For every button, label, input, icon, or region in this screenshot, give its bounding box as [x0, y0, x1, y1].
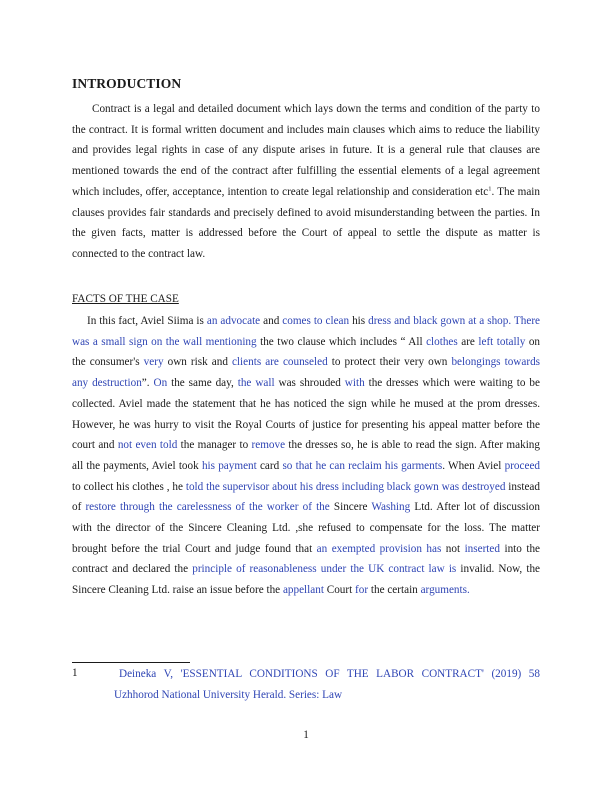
highlighted-text-segment: belongings towards any destruction — [72, 356, 541, 390]
highlighted-text-segment: dress and black gown at a shop. There was a small sign on the wall mentioning — [72, 315, 541, 348]
text-segment: are — [457, 335, 479, 348]
highlighted-text-segment: arguments. — [420, 584, 470, 597]
text-segment: was shrouded — [274, 377, 345, 390]
text-segment: his — [349, 315, 369, 327]
intro-text-continued: . The main clauses provides fair standards and precisely defined to avoid misunderstanding between the parties. In the given facts, matter is addressed before the Court of appeal to settle the dispute as matter is connected to the contract law. — [72, 185, 540, 260]
text-segment: to collect his clothes , he — [72, 480, 186, 493]
highlighted-text-segment: proceed — [504, 459, 540, 472]
text-segment: the certain — [368, 584, 421, 597]
highlighted-text-segment: with — [344, 377, 365, 390]
highlighted-text-segment: Washing — [371, 501, 411, 514]
section-heading-facts: FACTS OF THE CASE — [72, 293, 179, 305]
footnote-divider — [72, 662, 190, 663]
text-segment: own risk and — [163, 356, 232, 369]
highlighted-text-segment: comes to clean — [282, 315, 350, 327]
highlighted-text-segment: inserted — [464, 542, 500, 555]
highlighted-text-segment: an exempted provision has — [316, 542, 442, 555]
text-segment: card — [256, 459, 283, 472]
highlighted-text-segment: for — [355, 584, 369, 597]
footnote-reference[interactable]: 1 — [488, 185, 492, 193]
text-segment: Ltd. After lot of discussion with the director of the Sincere Cleaning Ltd. ,she refused to compensate for the loss. The matter brought before the trial Court and judge found that — [72, 501, 540, 555]
highlighted-text-segment: so that he can reclaim his garments — [282, 459, 443, 472]
highlighted-text-segment: restore through the carelessness of the worker of the — [85, 501, 330, 514]
text-segment: Sincere — [329, 501, 372, 514]
section-heading-introduction: INTRODUCTION — [72, 76, 182, 91]
intro-text: Contract is a legal and detailed document which lays down the terms and condition of the party to the contract. It is formal written document and includes main clauses which aims to reduce the liability and provides legal rights in case of any dispute arises in future. It is a general rule that clauses are mentioned towards the end of the contract after fulfilling the essential elements of a legal agreement which includes, offer, acceptance, intention to create legal relationship and consideration etc — [72, 103, 540, 198]
text-segment: the two clause which includes “ All — [256, 335, 427, 348]
text-segment: ”. — [141, 377, 154, 390]
text-segment: the same day, — [167, 377, 238, 390]
text-segment: and — [260, 315, 283, 327]
text-segment: the manager to — [177, 439, 252, 452]
highlighted-text-segment: remove — [251, 439, 286, 452]
footnote-number: 1 — [72, 667, 78, 679]
highlighted-text-segment: appellant — [282, 584, 324, 597]
highlighted-text-segment: the wall — [237, 377, 275, 390]
page-number: 1 — [303, 729, 309, 741]
text-segment: . When Aviel — [442, 459, 505, 472]
text-segment: into the contract and declared the — [72, 542, 540, 576]
text-segment: to protect their very own — [327, 356, 452, 369]
text-segment: In this fact, Aviel Siima is — [87, 315, 207, 327]
text-segment: Court — [323, 584, 356, 597]
highlighted-text-segment: his payment — [201, 459, 257, 472]
text-segment: invalid. Now, the Sincere Cleaning Ltd. raise an issue before the — [72, 563, 541, 597]
footnote-text: Deineka V, 'ESSENTIAL CONDITIONS OF THE LABOR CONTRACT' (2019) 58 Uzhhorod National University Herald. Series: Law — [114, 668, 540, 701]
text-segment: the dresses so, he is able to read the sign. After making all the payments, Aviel took — [72, 439, 540, 472]
highlighted-text-segment: not even told — [117, 439, 178, 452]
highlighted-text-segment: an advocate — [206, 315, 261, 327]
highlighted-text-segment: On — [153, 377, 168, 390]
highlighted-text-segment: very — [143, 356, 164, 369]
text-segment: instead of — [72, 480, 540, 514]
facts-paragraph — [72, 311, 540, 601]
highlighted-text-segment: principle of reasonableness under the UK contract law is — [192, 563, 457, 576]
highlighted-text-segment: clothes — [426, 335, 458, 348]
highlighted-text-segment: clients are counseled — [231, 356, 328, 369]
text-segment: on the consumer's — [72, 335, 541, 369]
text-segment: not — [441, 542, 465, 555]
introduction-paragraph — [72, 99, 540, 265]
text-segment: the dresses which were waiting to be collected. Aviel made the statement that he has noticed the sign while he mused at the prom dresses. However, he was hurry to visit the Royal Courts of justice for presenting his appeal matter before the court and — [72, 377, 540, 452]
highlighted-text-segment: told the supervisor about his dress including black gown was destroyed — [185, 480, 506, 493]
highlighted-text-segment: left totally — [478, 335, 526, 348]
